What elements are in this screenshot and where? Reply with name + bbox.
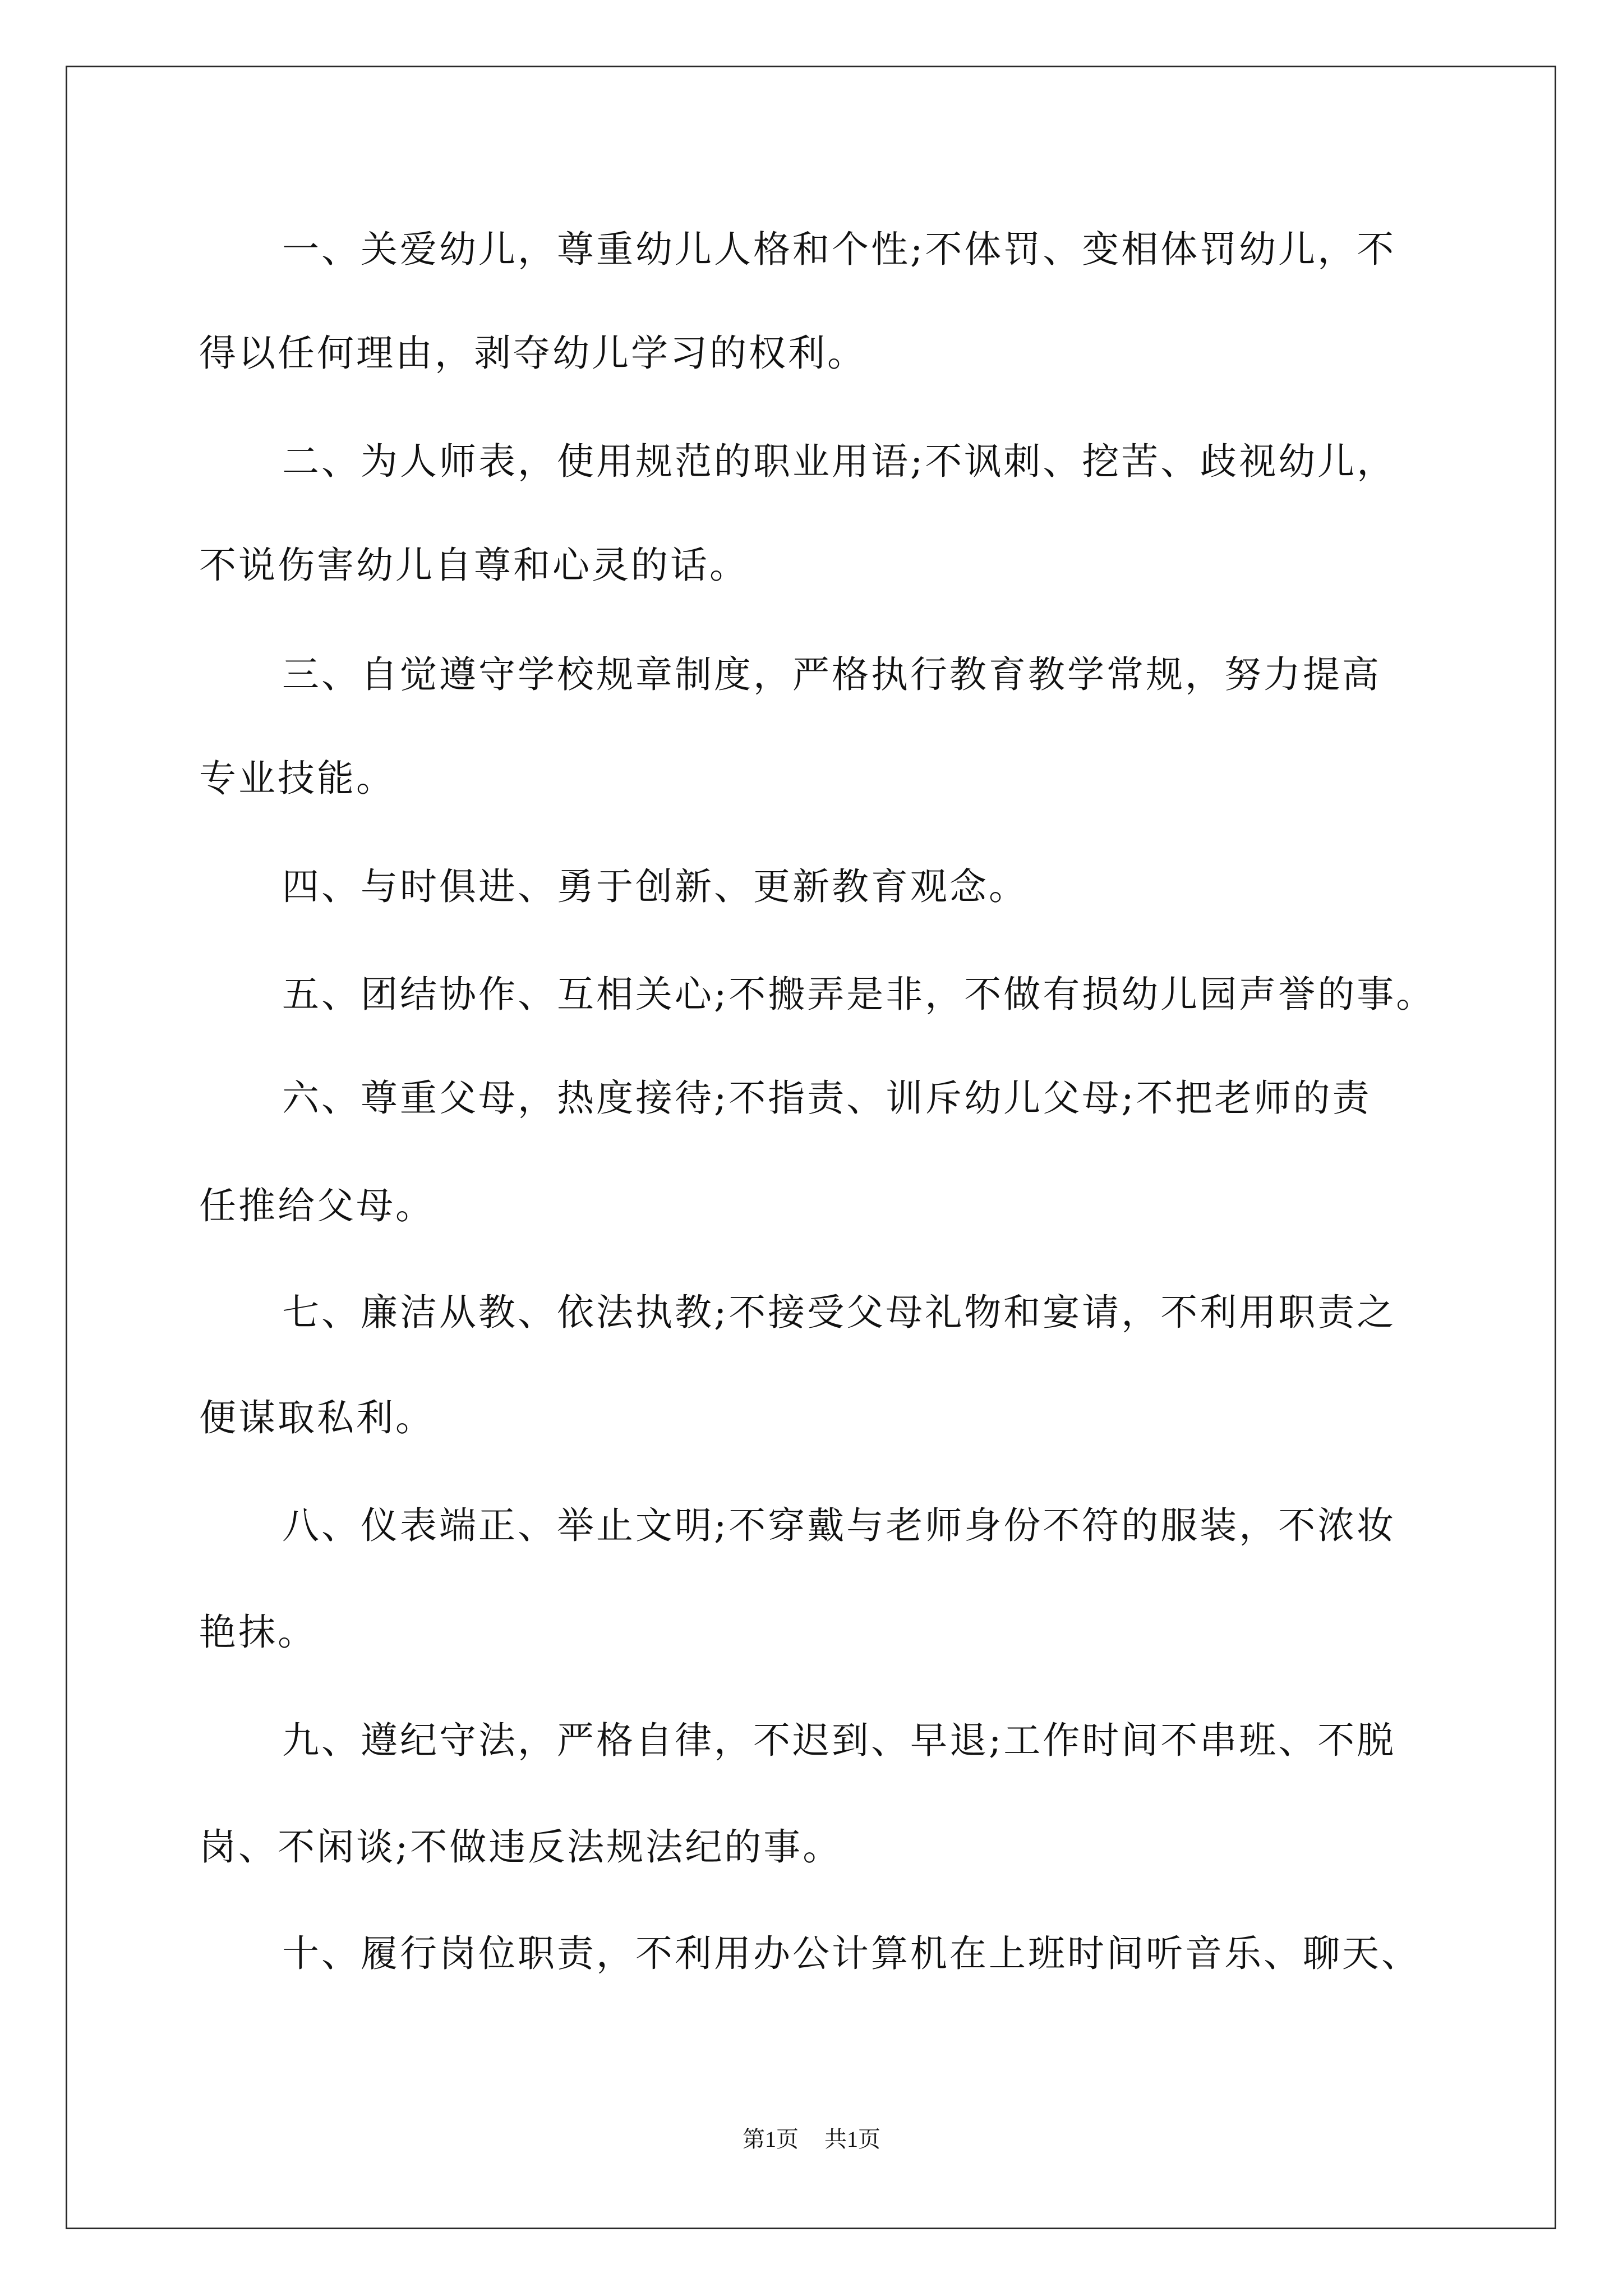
paragraph-3-line-2: 专业技能。 — [199, 757, 395, 800]
paragraph-4-line-1: 四、与时俱进、勇于创新、更新教育观念。 — [282, 865, 1028, 908]
paragraph-1-line-2: 得以任何理由，剥夺幼儿学习的权利。 — [199, 332, 866, 375]
paragraph-9-line-2: 岗、不闲谈;不做违反法规法纪的事。 — [199, 1825, 842, 1869]
paragraph-1-line-1: 一、关爱幼儿，尊重幼儿人格和个性;不体罚、变相体罚幼儿，不 — [282, 228, 1396, 271]
page-number-total: 共1页 — [824, 2127, 880, 2152]
paragraph-2-line-2: 不说伤害幼儿自尊和心灵的话。 — [199, 544, 749, 587]
page-border — [66, 66, 1556, 2229]
page-footer — [0, 2128, 1623, 2151]
paragraph-7-line-2: 便谋取私利。 — [199, 1396, 435, 1439]
page-number-current: 第1页 — [743, 2127, 799, 2152]
paragraph-8-line-1: 八、仪表端正、举止文明;不穿戴与老师身份不符的服装，不浓妆 — [282, 1504, 1396, 1547]
paragraph-9-line-1: 九、遵纪守法，严格自律，不迟到、早退;工作时间不串班、不脱 — [282, 1719, 1396, 1762]
paragraph-6-line-2: 任推给父母。 — [199, 1184, 435, 1227]
paragraph-5-line-1: 五、团结协作、互相关心;不搬弄是非，不做有损幼儿园声誉的事。 — [282, 973, 1436, 1016]
paragraph-6-line-1: 六、尊重父母，热度接待;不指责、训斥幼儿父母;不把老师的责 — [282, 1076, 1372, 1120]
paragraph-2-line-1: 二、为人师表，使用规范的职业用语;不讽刺、挖苦、歧视幼儿， — [282, 440, 1396, 483]
paragraph-7-line-1: 七、廉洁从教、依法执教;不接受父母礼物和宴请，不利用职责之 — [282, 1291, 1396, 1334]
paragraph-8-line-2: 艳抹。 — [199, 1611, 317, 1654]
paragraph-10-line-1: 十、履行岗位职责，不利用办公计算机在上班时间听音乐、聊天、 — [282, 1932, 1421, 1975]
paragraph-3-line-1: 三、自觉遵守学校规章制度，严格执行教育教学常规，努力提高 — [282, 653, 1381, 696]
